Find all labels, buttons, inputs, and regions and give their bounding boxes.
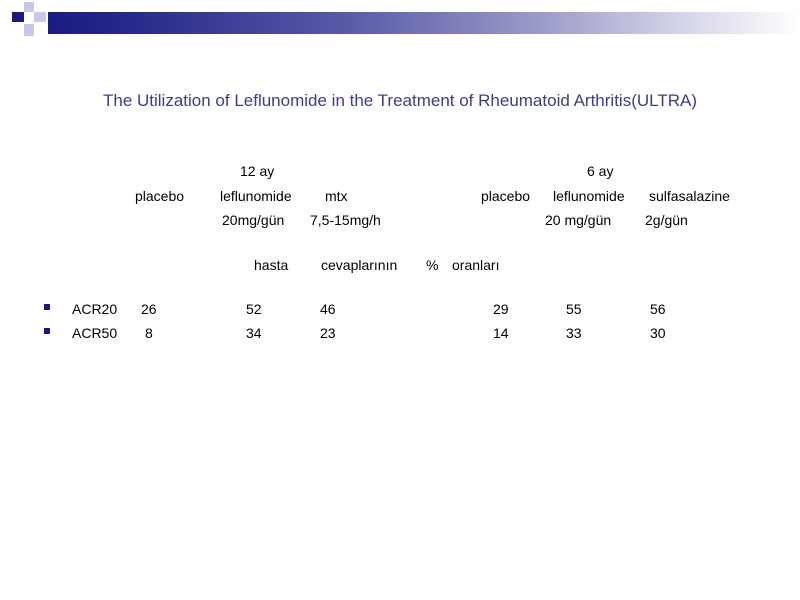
table-cell: 33 xyxy=(566,325,582,341)
col-header-sulfasalazine: sulfasalazine xyxy=(649,188,730,204)
decor-square xyxy=(24,2,34,12)
slide-title: The Utilization of Leflunomide in the Treatment of Rheumatoid Arthritis(ULTRA) xyxy=(102,91,697,110)
dose-sulfasalazine: 2g/gün xyxy=(645,212,688,228)
table-cell: 30 xyxy=(650,325,666,341)
col-header-placebo-6: placebo xyxy=(481,188,531,204)
decor-square xyxy=(24,24,34,36)
period-12-header: 12 ay xyxy=(240,163,275,179)
subtitle-word: hasta xyxy=(254,257,289,273)
decor-square xyxy=(12,24,24,36)
table-cell: 56 xyxy=(650,301,666,317)
header-banner xyxy=(48,12,800,34)
table-cell: 29 xyxy=(493,301,509,317)
table-cell: 34 xyxy=(246,325,262,341)
bullet-icon xyxy=(44,328,50,334)
decor-square xyxy=(12,12,24,22)
col-header-mtx: mtx xyxy=(325,188,348,204)
table-cell: 46 xyxy=(320,301,336,317)
table-cell: 23 xyxy=(320,325,336,341)
dose-mtx: 7,5-15mg/h xyxy=(310,212,381,228)
col-header-placebo-12: placebo xyxy=(135,188,185,204)
decor-square xyxy=(34,12,46,22)
table-cell: 55 xyxy=(566,301,582,317)
table-cell: 52 xyxy=(246,301,262,317)
dose-leflunomide-12: 20mg/gün xyxy=(222,212,285,228)
table-cell: 14 xyxy=(493,325,509,341)
table-cell: 8 xyxy=(145,325,153,341)
bullet-icon xyxy=(44,304,50,310)
table-cell: 26 xyxy=(141,301,157,317)
subtitle-word: oranları xyxy=(452,257,500,273)
row-label: ACR50 xyxy=(72,325,118,341)
col-header-leflunomide-6: leflunomide xyxy=(553,188,625,204)
col-header-leflunomide-12: leflunomide xyxy=(220,188,292,204)
dose-leflunomide-6: 20 mg/gün xyxy=(545,212,612,228)
subtitle-word: % xyxy=(426,257,439,273)
period-6-header: 6 ay xyxy=(587,163,614,179)
row-label: ACR20 xyxy=(72,301,118,317)
subtitle-word: cevaplarının xyxy=(321,257,398,273)
